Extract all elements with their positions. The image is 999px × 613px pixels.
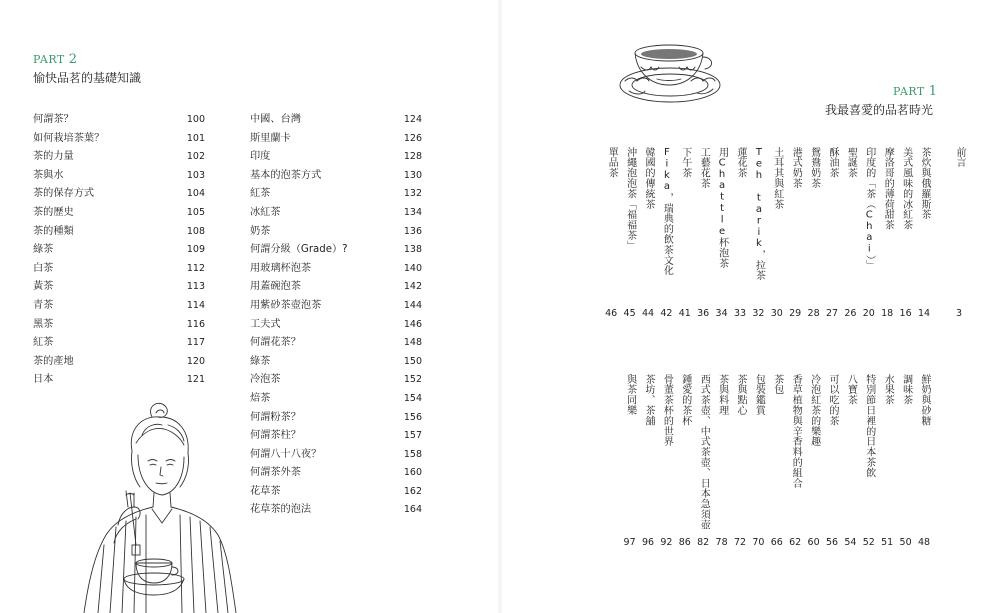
toc-entry-page: 46 xyxy=(605,308,618,319)
toc-entry-title: 何謂粉茶？ xyxy=(250,411,301,423)
toc-entry-title: 黃茶 xyxy=(33,281,54,293)
toc-entry-page: 112 xyxy=(186,262,205,274)
toc-entry-page: 132 xyxy=(403,188,422,200)
toc-entry-page: 41 xyxy=(678,308,691,319)
toc-entry-page: 130 xyxy=(403,169,422,181)
toc-entry-title: 何謂茶？ xyxy=(33,114,74,125)
toc-entry-title: 香草植物與辛香料的組合 xyxy=(790,374,802,489)
toc-entry-title: 何謂茶外茶 xyxy=(250,467,301,479)
toc-entry-page: 162 xyxy=(403,485,422,497)
toc-entry-title: 何謂花茶？ xyxy=(250,337,301,349)
toc-entry-title: 茶炊與俄羅斯茶 xyxy=(919,147,930,220)
toc-entry-page: 103 xyxy=(186,169,205,181)
toc-entry-page: 36 xyxy=(697,308,710,319)
toc-entry-page: 86 xyxy=(678,537,691,548)
toc-row xyxy=(33,278,205,297)
toc-entry-page: 26 xyxy=(844,308,857,319)
toc-entry-title: 花草茶 xyxy=(250,485,281,497)
toc-entry-page: 104 xyxy=(186,188,205,200)
toc-entry-page: 44 xyxy=(641,308,655,319)
toc-entry-title: 斯里蘭卡 xyxy=(250,132,291,144)
toc-entry-page: 164 xyxy=(403,504,422,516)
toc-row xyxy=(250,223,422,242)
toc-entry-page: 34 xyxy=(715,308,728,319)
toc-entry-page: 113 xyxy=(186,281,205,293)
toc-entry-title: 酥油茶 xyxy=(827,147,838,179)
toc-entry-title: 茶與料理 xyxy=(716,374,728,416)
toc-row xyxy=(33,185,205,204)
toc-entry-page: 116 xyxy=(186,318,205,330)
toc-entry-title: 何謂茶柱？ xyxy=(250,430,301,442)
toc-entry-page: 20 xyxy=(862,308,875,319)
toc-entry-title: 單品茶 xyxy=(606,147,618,179)
toc-entry-preface: 前言 xyxy=(954,147,965,168)
toc-entry-title: 鴛鴦奶茶 xyxy=(808,147,820,189)
toc-entry-page: 52 xyxy=(862,537,875,548)
toc-entry-title: 綠茶 xyxy=(250,355,271,367)
toc-entry-title: 青茶 xyxy=(33,299,54,311)
toc-row xyxy=(250,111,422,130)
toc-entry-title: 茶包 xyxy=(771,374,783,395)
toc-entry-title: 工藝花茶 xyxy=(698,147,710,189)
toc-entry-page: 29 xyxy=(789,308,802,319)
toc-entry-title: 用玻璃杯泡茶 xyxy=(250,262,312,274)
part-label-text: PART xyxy=(33,53,65,66)
toc-entry-page: 114 xyxy=(186,299,205,311)
toc-entry-page: 108 xyxy=(186,225,205,237)
toc-row xyxy=(33,260,205,279)
toc-entry-title: 茶與水 xyxy=(33,169,64,181)
toc-entry-title: 中國、台灣 xyxy=(250,114,301,125)
toc-entry-page: 96 xyxy=(641,537,655,548)
toc-entry-page: 45 xyxy=(623,308,636,319)
toc-entry-title: 沖繩泡泡茶「福福茶」 xyxy=(624,147,636,251)
toc-row xyxy=(33,130,205,149)
toc-entry-page: 121 xyxy=(186,374,205,386)
part-2-title: 愉快品茗的基礎知識 xyxy=(33,71,142,85)
toc-entry-page: 82 xyxy=(697,537,710,548)
toc-entry-page: 126 xyxy=(403,132,422,144)
toc-row xyxy=(33,297,205,316)
toc-entry-page: 146 xyxy=(403,318,422,330)
toc-entry-page: 150 xyxy=(403,355,422,367)
woman-holding-teacup-sketch xyxy=(80,395,290,613)
toc-entry-title: 紅茶 xyxy=(33,337,54,349)
toc-entry-title: 可以吃的茶 xyxy=(827,374,838,426)
toc-entry-page: 120 xyxy=(186,355,205,367)
toc-entry-page: 152 xyxy=(403,374,422,386)
toc-entry-title: 蓮花茶 xyxy=(735,147,746,179)
toc-entry-page: 32 xyxy=(752,308,765,319)
part-number: 1 xyxy=(928,84,938,99)
toc-row xyxy=(33,148,205,167)
toc-entry-page: 148 xyxy=(403,337,422,349)
toc-entry-page: 128 xyxy=(403,151,422,163)
toc-entry-page: 157 xyxy=(403,430,422,442)
toc-entry-title: 花草茶的泡法 xyxy=(250,504,312,516)
toc-entry-title: 白茶 xyxy=(33,262,54,274)
toc-entry-page: 158 xyxy=(403,448,422,460)
toc-entry-page: 27 xyxy=(825,308,839,319)
toc-entry-page: 30 xyxy=(770,308,783,319)
toc-entry-title: 港式奶茶 xyxy=(790,147,802,189)
toc-row xyxy=(250,353,422,372)
toc-entry-page: 144 xyxy=(403,299,422,311)
toc-row xyxy=(250,334,422,353)
toc-entry-title: 土耳其與紅茶 xyxy=(771,147,783,210)
toc-row xyxy=(33,334,205,353)
toc-entry-page: 14 xyxy=(917,308,931,319)
toc-entry-page: 42 xyxy=(660,308,673,319)
toc-entry-title: 包裝鑑賞 xyxy=(753,374,765,416)
toc-entry-title: 冷泡紅茶的樂趣 xyxy=(808,374,820,447)
toc-row xyxy=(250,185,422,204)
toc-entry-title: 鍾愛的茶杯 xyxy=(679,374,691,426)
toc-entry-title: 黑茶 xyxy=(33,318,54,330)
toc-entry-page: 66 xyxy=(770,537,783,548)
toc-entry-title: 焙茶 xyxy=(250,392,271,404)
toc-row xyxy=(250,204,422,223)
toc-entry-title: 印度的「茶（Chai）」 xyxy=(863,147,875,271)
toc-row xyxy=(33,167,205,186)
toc-entry-title: 鮮奶與砂糖 xyxy=(919,374,930,426)
toc-entry-title: 基本的泡茶方式 xyxy=(250,169,322,181)
toc-entry-title: 日本 xyxy=(33,374,54,386)
teacup-saucer-sketch xyxy=(615,37,725,107)
toc-entry-page: 97 xyxy=(623,537,636,548)
toc-entry-page: 62 xyxy=(789,537,802,548)
toc-row xyxy=(250,297,422,316)
toc-entry-page: 117 xyxy=(186,337,205,349)
toc-entry-page: 156 xyxy=(403,411,422,423)
toc-entry-title: 美式風味的冰紅茶 xyxy=(900,147,912,231)
toc-entry-page: 72 xyxy=(733,537,747,548)
toc-entry-title: 何謂分級（Grade）? xyxy=(250,244,348,256)
toc-entry-title: 用Chattle杯泡茶 xyxy=(716,147,728,269)
toc-entry-title: 茶與點心 xyxy=(735,374,746,416)
toc-entry-page: 51 xyxy=(881,537,894,548)
toc-entry-page: 92 xyxy=(660,537,673,548)
toc-entry-title: 茶坊、茶舖 xyxy=(643,374,654,426)
toc-entry-page: 124 xyxy=(403,114,422,125)
toc-entry-title: 聖誕茶 xyxy=(845,147,857,179)
toc-entry-page: 60 xyxy=(807,537,820,548)
toc-page-preface: 3 xyxy=(955,308,963,319)
toc-entry-title: 何謂八十八夜？ xyxy=(250,448,322,460)
toc-entry-title: 茶的保存方式 xyxy=(33,188,95,200)
toc-entry-title: 特別節日裡的日本茶飲 xyxy=(863,374,875,478)
toc-entry-page: 160 xyxy=(403,467,422,479)
part-1-label xyxy=(893,84,938,99)
toc-entry-page: 16 xyxy=(899,308,912,319)
toc-entry-title: 水果茶 xyxy=(882,374,894,406)
toc-entry-title: 八寶茶 xyxy=(845,374,857,406)
toc-entry-title: 下午茶 xyxy=(679,147,691,179)
toc-entry-title: 奶茶 xyxy=(250,225,271,237)
toc-entry-title: 如何栽培茶葉？ xyxy=(33,132,105,144)
toc-entry-title: 工夫式 xyxy=(250,318,281,330)
toc-row xyxy=(33,223,205,242)
toc-entry-title: 茶的歷史 xyxy=(33,206,74,218)
toc-entry-title: Teh tarik，拉茶 xyxy=(753,147,765,281)
toc-entry-page: 138 xyxy=(403,244,422,256)
toc-row xyxy=(250,148,422,167)
toc-entry-page: 134 xyxy=(403,206,422,218)
toc-entry-page: 54 xyxy=(844,537,857,548)
toc-entry-title: 茶的種類 xyxy=(33,225,74,237)
part-number: 2 xyxy=(68,52,78,67)
toc-entry-page: 50 xyxy=(899,537,912,548)
toc-row xyxy=(33,111,205,130)
toc-entry-title: 茶的力量 xyxy=(33,151,74,163)
toc-entry-title: Fika，瑞典的飲茶文化 xyxy=(661,147,673,276)
toc-entry-title: 紅茶 xyxy=(250,188,271,200)
toc-entry-title: 用蓋碗泡茶 xyxy=(250,281,301,293)
toc-entry-title: 冰紅茶 xyxy=(250,206,281,218)
toc-entry-page: 33 xyxy=(733,308,747,319)
toc-entry-title: 冷泡茶 xyxy=(250,374,281,386)
toc-entry-page: 140 xyxy=(403,262,422,274)
part-1-title: 我最喜愛的品茗時光 xyxy=(825,103,934,117)
toc-row xyxy=(250,371,422,390)
toc-entry-title: 韓國的傳統茶 xyxy=(643,147,654,210)
toc-entry-title: 用紫砂茶壺泡茶 xyxy=(250,299,322,311)
toc-entry-page: 101 xyxy=(186,132,205,144)
toc-entry-title: 與茶同樂 xyxy=(624,374,636,416)
toc-row xyxy=(250,316,422,335)
part-label-text: PART xyxy=(893,85,925,98)
toc-entry-page: 100 xyxy=(186,114,205,125)
toc-row xyxy=(250,130,422,149)
toc-row xyxy=(33,204,205,223)
toc-entry-title: 茶的產地 xyxy=(33,355,74,367)
toc-entry-page: 70 xyxy=(752,537,765,548)
toc-row xyxy=(33,316,205,335)
toc-entry-page: 109 xyxy=(186,244,205,256)
toc-entry-page: 154 xyxy=(403,392,422,404)
toc-entry-page: 48 xyxy=(917,537,931,548)
toc-entry-title: 調味茶 xyxy=(900,374,912,406)
toc-entry-title: 印度 xyxy=(250,151,271,163)
toc-entry-page: 136 xyxy=(403,225,422,237)
toc-entry-page: 18 xyxy=(881,308,894,319)
toc-entry-page: 102 xyxy=(186,151,205,163)
page-gutter xyxy=(497,0,503,613)
toc-entry-title: 骨董茶杯的世界 xyxy=(661,374,673,447)
toc-row xyxy=(250,260,422,279)
toc-row xyxy=(33,353,205,372)
toc-entry-title: 綠茶 xyxy=(33,244,54,256)
toc-entry-page: 28 xyxy=(807,308,820,319)
toc-row xyxy=(250,278,422,297)
toc-row xyxy=(33,241,205,260)
toc-entry-title: 摩洛哥的薄荷甜茶 xyxy=(882,147,894,231)
toc-entry-page: 105 xyxy=(186,206,205,218)
toc-row xyxy=(33,371,205,390)
toc-entry-page: 142 xyxy=(403,281,422,293)
toc-row xyxy=(250,167,422,186)
toc-column-1 xyxy=(33,111,205,390)
toc-entry-title: 西式茶壺、中式茶壺、日本急須壺 xyxy=(698,374,710,530)
toc-entry-page: 78 xyxy=(715,537,728,548)
part-2-label xyxy=(33,52,78,67)
toc-row xyxy=(250,241,422,260)
toc-entry-page: 56 xyxy=(825,537,839,548)
